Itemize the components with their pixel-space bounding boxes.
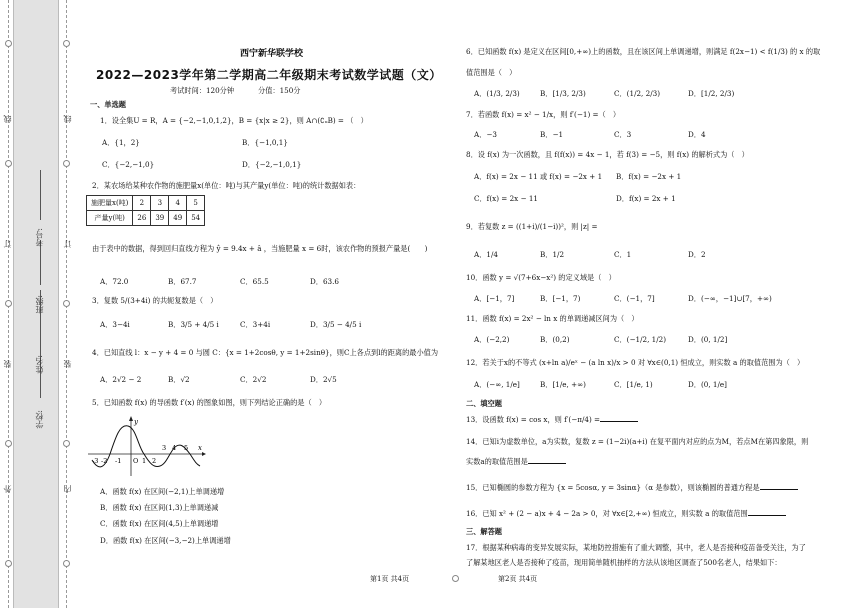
tick-label: -1 (115, 457, 122, 465)
side-mark-zhuang: 装 (63, 360, 72, 368)
option-a[interactable]: A．f(x) = 2x − 11 或 f(x) = −2x + 1 (474, 172, 603, 181)
option-c[interactable]: C．3 (614, 130, 632, 139)
answer-blank[interactable] (528, 463, 566, 464)
answer-blank[interactable] (748, 515, 786, 516)
question-16 (466, 509, 786, 519)
school-label: 学校: (35, 410, 44, 429)
question-1: 1．设全集U = R，A = {−2,−1,0,1,2}，B = {x|x ≥ 2}，则 A∩(∁ᵤB) = （ ） (100, 116, 368, 125)
question-6: 6．已知函数 f(x) 是定义在区间[0,+∞)上的函数，且在该区间上单调递增，则满足 f(2x−1) < f(1/3) 的 x 的取 (466, 47, 821, 56)
question-2-continued: 由于表中的数据，得到回归直线方程为 ŷ = 9.4x + â ，当施肥量 x = 6时，该农作物的预报产量是( ) (92, 244, 428, 253)
section-title: 一、单选题 (90, 100, 126, 109)
table-cell: 3 (151, 196, 169, 211)
binding-hole (63, 300, 70, 307)
tick-label: 2 (152, 457, 157, 465)
question-14: 14．已知i为虚数单位，a为实数，复数 z = (1−2i)(a+i) 在复平面内对应的点为M，若点M在第四象限，则 (466, 437, 809, 446)
option-c[interactable]: C．1 (614, 250, 632, 259)
exam-number-label: 考号: (35, 228, 44, 247)
x-axis-label: x (198, 444, 202, 452)
exam-score: 分值：150分 (258, 86, 301, 95)
option-d[interactable]: D．f(x) = 2x + 1 (616, 194, 676, 203)
binding-hole (63, 40, 70, 47)
option-d[interactable]: D．4 (688, 130, 706, 139)
question-10: 10．函数 y = √(7+6x−x²) 的定义域是（ ） (466, 273, 616, 282)
data-table (86, 195, 205, 226)
table-cell: 39 (151, 211, 169, 226)
question-6-continued: 值范围是（ ） (466, 68, 517, 77)
binding-hole (63, 440, 70, 447)
option-c[interactable]: C．(−1，7] (614, 294, 655, 303)
side-mark-ding: 订 (3, 240, 12, 248)
tick-label: -3 (92, 457, 99, 465)
option-c[interactable]: C．{−2,−1,0} (102, 160, 155, 169)
answer-blank[interactable] (760, 489, 798, 490)
table-cell: 5 (187, 196, 205, 211)
binding-hole (5, 440, 12, 447)
option-c[interactable]: C．(1/2, 2/3) (614, 89, 660, 98)
option-b[interactable]: B．67.7 (168, 277, 197, 286)
side-mark-xian: 线 (3, 115, 12, 123)
option-b[interactable]: B．[1/3, 2/3) (540, 89, 586, 98)
question-8: 8．设 f(x) 为一次函数，且 f(f(x)) = 4x − 1，若 f(3) = −5，则 f(x) 的解析式为（ ） (466, 150, 749, 159)
derivative-graph (86, 416, 206, 478)
side-mark-wai: 外 (3, 485, 12, 493)
tick-label: O (133, 457, 139, 465)
option-d[interactable]: D．{−2,−1,0,1} (242, 160, 302, 169)
option-a[interactable]: A．函数 f(x) 在区间(−2,1)上单调递增 (100, 487, 225, 496)
side-mark-ding: 订 (63, 240, 72, 248)
option-b[interactable]: B．f(x) = −2x + 1 (616, 172, 682, 181)
option-b[interactable]: B．[−1，7) (540, 294, 581, 303)
tick-label: 1 (142, 457, 147, 465)
option-c[interactable]: C．(−1/2, 1/2) (614, 335, 667, 344)
exam-number-field[interactable] (40, 170, 41, 220)
option-c[interactable]: C．2√2 (240, 375, 267, 384)
binding-hole (63, 560, 70, 567)
option-b[interactable]: B．−1 (540, 130, 564, 139)
question-13 (466, 415, 638, 425)
table-cell: 26 (133, 211, 151, 226)
tick-label: 4 (172, 444, 177, 452)
exam-time: 考试时间：120分钟 (170, 86, 235, 95)
question-17: 17．根据某种病毒的变异发展实际，某地防控措施有了重大调整，其中，老人是否接种疫苗备受关注，为了 (466, 543, 806, 552)
option-b[interactable]: B．[1/e, +∞) (540, 380, 586, 389)
binding-hole (5, 160, 12, 167)
option-d[interactable]: D．[1/2, 2/3) (688, 89, 735, 98)
option-c[interactable]: C．f(x) = 2x − 11 (474, 194, 538, 203)
option-a[interactable]: A．2√2 − 2 (100, 375, 142, 384)
section-title: 三、解答题 (466, 527, 502, 536)
fold-mark (452, 575, 459, 582)
question-text: 16．已知 x² + (2 − a)x + 4 − 2a > 0，对 ∀x∈[2,+∞) 恒成立，则实数 a 的取值范围 (466, 509, 748, 518)
question-11: 11．函数 f(x) = 2x² − ln x 的单调递减区间为（ ） (466, 314, 639, 323)
question-15 (466, 483, 798, 493)
table-row (87, 196, 205, 211)
option-b[interactable]: B．{−1,0,1} (242, 138, 288, 147)
option-a[interactable]: A．−3 (474, 130, 497, 139)
option-b[interactable]: B．1/2 (540, 250, 565, 259)
option-c[interactable]: C．[1/e, 1) (614, 380, 653, 389)
binding-hole (5, 560, 12, 567)
question-12: 12．若关于x的不等式 (x+ln a)/eˣ − (a ln x)/x > 0 对 ∀x∈(0,1) 恒成立，则实数 a 的取值范围为（ ） (466, 358, 805, 367)
table-cell: 施肥量x(吨) (87, 196, 133, 211)
option-a[interactable]: A．{1，2} (102, 138, 140, 147)
name-label: 姓名: (35, 355, 44, 374)
table-cell: 产量y(吨) (87, 211, 133, 226)
question-5: 5．已知函数 f(x) 的导函数 f′(x) 的图象如图，则下列结论正确的是（ ） (92, 398, 327, 407)
question-3: 3．复数 5/(3+4i) 的共轭复数是（ ） (92, 296, 218, 305)
option-c[interactable]: C．函数 f(x) 在区间(4,5)上单调递增 (100, 519, 219, 528)
option-a[interactable]: A．1/4 (474, 250, 498, 259)
binding-hole (5, 300, 12, 307)
option-d[interactable]: D．(−∞，−1]∪[7，+∞) (688, 294, 772, 303)
question-7: 7．若函数 f(x) = x² − 1/x，则 f′(−1) =（ ） (466, 110, 621, 119)
binding-hole (5, 40, 12, 47)
y-axis-label: y (134, 418, 138, 426)
option-b[interactable]: B．√2 (168, 375, 190, 384)
side-mark-xian: 线 (63, 115, 72, 123)
side-mark-nei: 内 (63, 485, 72, 493)
option-a[interactable]: A．(1/3, 2/3) (474, 89, 520, 98)
option-d[interactable]: D．2 (688, 250, 706, 259)
school-name: 西宁新华联学校 (240, 49, 304, 59)
question-text: 13．设函数 f(x) = cos x，则 f′(−π/4) = (466, 415, 601, 424)
binding-hole (63, 160, 70, 167)
question-14-continued (466, 457, 566, 467)
class-field[interactable] (40, 240, 41, 285)
table-cell: 49 (169, 211, 187, 226)
option-d[interactable]: D．3/5 − 4/5 i (310, 320, 362, 329)
question-9: 9．若复数 z = ((1+i)/(1−i))²，则 |z| = (466, 222, 598, 231)
answer-blank[interactable] (600, 421, 638, 422)
table-cell: 54 (187, 211, 205, 226)
page-number-left: 第1页 共4页 (370, 575, 410, 583)
option-d[interactable]: D．(0, 1/e] (688, 380, 727, 389)
table-row (87, 211, 205, 226)
question-text: 实数a的取值范围是 (466, 457, 528, 466)
option-c[interactable]: C．3+4i (240, 320, 271, 329)
option-d[interactable]: D．(0, 1/2] (688, 335, 728, 344)
binding-margin (0, 0, 82, 608)
option-a[interactable]: A．(−2,2) (474, 335, 510, 344)
y-arrow (129, 416, 133, 421)
page-number-right: 第2页 共4页 (498, 575, 538, 583)
tick-label: 3 (162, 444, 167, 452)
option-d[interactable]: D．2√5 (310, 375, 337, 384)
option-d[interactable]: D．63.6 (310, 277, 339, 286)
section-title: 二、填空题 (466, 399, 502, 408)
option-d[interactable]: D．函数 f(x) 在区间(−3,−2)上单调递增 (100, 536, 231, 545)
option-b[interactable]: B．函数 f(x) 在区间(1,3)上单调递减 (100, 503, 219, 512)
question-text: 15．已知椭圆的参数方程为 {x = 5cosα, y = 3sinα}（α 是参数），则该椭圆的普通方程是 (466, 483, 760, 492)
option-a[interactable]: A．3−4i (100, 320, 130, 329)
option-a[interactable]: A．[−1，7] (474, 294, 515, 303)
option-a[interactable]: A．(−∞, 1/e] (474, 380, 520, 389)
exam-title: 2022—2023学年第二学期高二年级期末考试数学试题（文） (96, 68, 442, 82)
table-cell: 4 (169, 196, 187, 211)
tick-label: -2 (101, 457, 108, 465)
question-4: 4．已知直线 l：x − y + 4 = 0 与圆 C：{x = 1+2cosθ, y = 1+2sinθ}，则C上各点到l的距离的最小值为 (92, 348, 439, 357)
tick-label: 5 (184, 444, 189, 452)
question-17-continued: 了解某地区老人是否接种了疫苗，现用简单随机抽样的方法从该地区调查了500名老人，结果如下： (466, 558, 782, 567)
option-b[interactable]: B．(0,2) (540, 335, 570, 344)
class-label: 班级: (35, 295, 44, 314)
x-arrow (202, 452, 206, 456)
option-c[interactable]: C．65.5 (240, 277, 269, 286)
option-a[interactable]: A．72.0 (100, 277, 129, 286)
side-mark-zhuang: 装 (3, 360, 12, 368)
option-b[interactable]: B．3/5 + 4/5 i (168, 320, 219, 329)
question-2: 2．某农场给某种农作物的施肥量x(单位：吨)与其产量y(单位：吨)的统计数据如表： (92, 181, 361, 190)
table-cell: 2 (133, 196, 151, 211)
